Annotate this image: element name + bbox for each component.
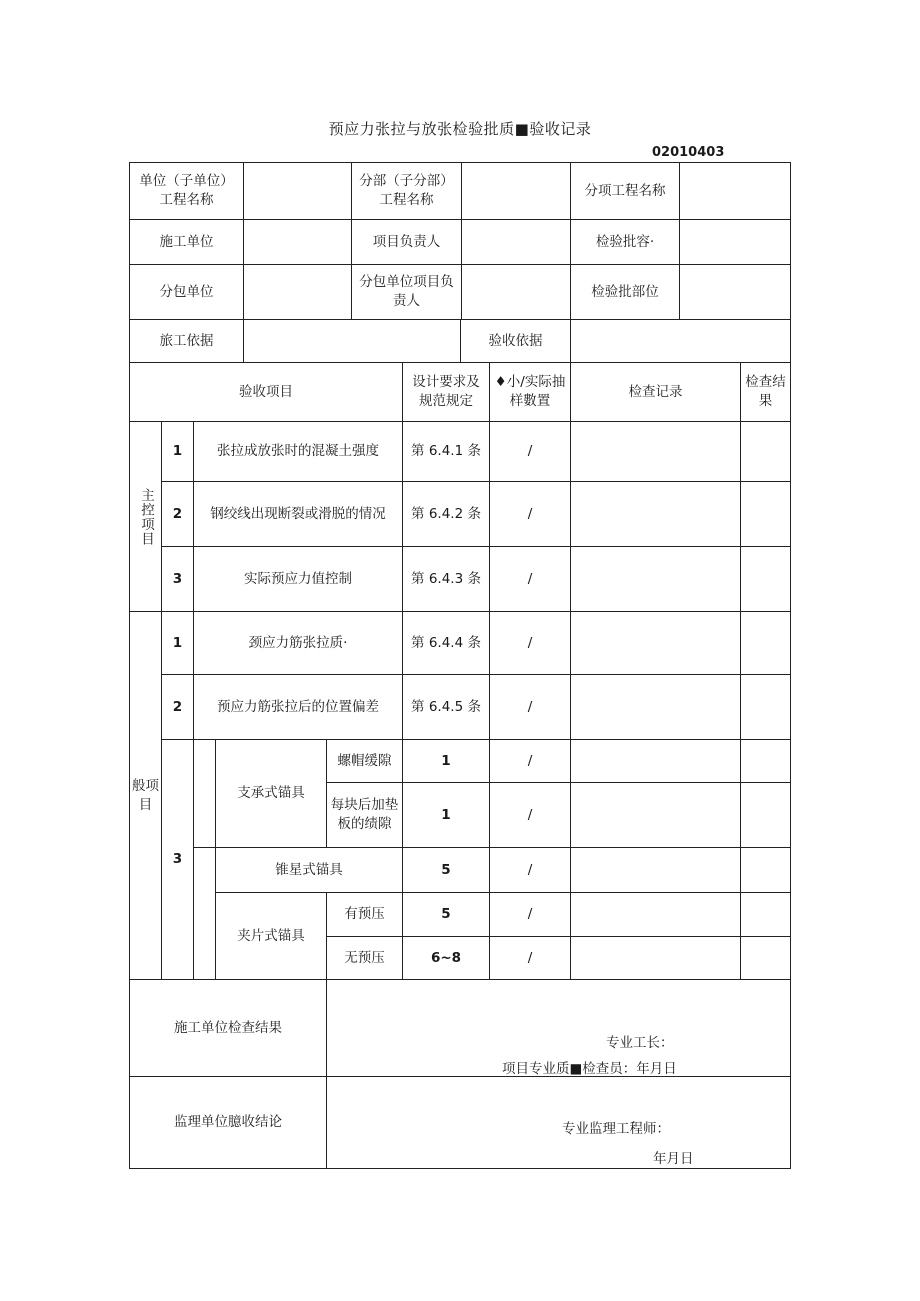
document-title: 预应力张拉与放张检验批质■验收记录 [328,120,592,138]
subcontractor-value[interactable] [243,264,352,320]
clip-sub1-spec: 5 [402,892,490,937]
contractor-value[interactable] [243,219,352,265]
batch-capacity-label: 检验批容· [570,219,680,265]
mc-row2-result[interactable] [740,481,791,547]
mc-row1-spec: 第 6.4.1 条 [402,421,490,482]
mc-row1-result[interactable] [740,421,791,482]
col-item-header: 验收项目 [129,362,403,422]
clip-sub2-label: 无预压 [326,936,403,980]
bearing-sub2-label: 每块后加垫板的绩隙 [326,782,403,848]
gen-row3-no: 3 [161,739,194,980]
main-control-label [129,421,162,612]
sub-manager-label: 分包单位项目负责人 [351,264,462,320]
construction-basis-value[interactable] [243,319,461,363]
gen-row1-spec: 第 6.4.4 条 [402,611,490,675]
mc-row3-result[interactable] [740,546,791,612]
clip-sub1-label: 有预压 [326,892,403,937]
bearing-sub1-spec: 1 [402,739,490,783]
item-project-label: 分项工程名称 [570,162,680,220]
supervisor-conclusion-box[interactable] [326,1076,791,1169]
gen-row2-no: 2 [161,674,194,740]
contractor-label: 施工单位 [129,219,244,265]
gen-row2-result[interactable] [740,674,791,740]
mc-row2-record[interactable] [570,481,741,547]
subsection-label: 分部（子分部）工程名称 [351,162,462,220]
clip-anchor-label: 夹片式锚具 [215,892,327,980]
main-control-text: 主控项目 [138,487,154,546]
gen-row3-narrow-cell-a [193,739,216,848]
clip-sub1-result[interactable] [740,892,791,937]
mc-row3-sample: / [489,546,571,612]
batch-location-value[interactable] [679,264,791,320]
bearing-sub1-result[interactable] [740,739,791,783]
mc-row3-record[interactable] [570,546,741,612]
unit-name-value[interactable] [243,162,352,220]
gen-row1-sample: / [489,611,571,675]
gen-row2-record[interactable] [570,674,741,740]
item-project-value[interactable] [679,162,791,220]
mc-row2-spec: 第 6.4.2 条 [402,481,490,547]
mc-row2-sample: / [489,481,571,547]
acceptance-basis-label: 验收依据 [460,319,571,363]
unit-name-label: 单位（子单位）工程名称 [129,162,244,220]
quality-inspector-label: 项目专业质■检查员：年月日 [502,1061,677,1077]
clip-sub2-spec: 6~8 [402,936,490,980]
cone-anchor-record[interactable] [570,847,741,893]
clip-sub2-record[interactable] [570,936,741,980]
col-record-header: 检查记录 [570,362,741,422]
gen-row1-item: 颈应力筋张拉质· [193,611,403,675]
bearing-sub2-sample: / [489,782,571,848]
acceptance-basis-value[interactable] [570,319,791,363]
cone-anchor-spec: 5 [402,847,490,893]
batch-capacity-value[interactable] [679,219,791,265]
gen-row2-item: 预应力筋张拉后的位置偏差 [193,674,403,740]
gen-row2-sample: / [489,674,571,740]
mc-row2-item: 钢绞线出现断裂或滑脱的情况 [193,481,403,547]
bearing-sub1-label: 螺帽缓隙 [326,739,403,783]
gen-row1-no: 1 [161,611,194,675]
mc-row1-record[interactable] [570,421,741,482]
mc-row3-item: 实际预应力值控制 [193,546,403,612]
mc-row1-item: 张拉成放张时的混凝土强度 [193,421,403,482]
mc-row1-no: 1 [161,421,194,482]
project-manager-label: 项目负责人 [351,219,462,265]
project-manager-value[interactable] [461,219,571,265]
gen-row1-record[interactable] [570,611,741,675]
bearing-anchor-label: 支承式锚具 [215,739,327,848]
construction-basis-label: 旅工依据 [129,319,244,363]
col-sample-header: ♦小/实际抽样數置 [489,362,571,422]
contractor-result-label: 施工单位检查结果 [129,979,327,1077]
col-result-header: 检查结果 [740,362,791,422]
supervisor-date-label: 年月日 [653,1151,694,1167]
gen-row2-spec: 第 6.4.5 条 [402,674,490,740]
foreman-signature-label: 专业工长： [606,1035,674,1051]
clip-sub2-result[interactable] [740,936,791,980]
bearing-sub2-result[interactable] [740,782,791,848]
clip-sub2-sample: / [489,936,571,980]
mc-row2-no: 2 [161,481,194,547]
gen-row1-result[interactable] [740,611,791,675]
acceptance-record-table [129,162,791,1169]
mc-row1-sample: / [489,421,571,482]
subsection-value[interactable] [461,162,571,220]
clip-sub1-sample: / [489,892,571,937]
general-label: 般项目 [129,611,162,980]
subcontractor-label: 分包单位 [129,264,244,320]
document-code: 02010403 [652,145,725,160]
bearing-sub2-spec: 1 [402,782,490,848]
clip-sub1-record[interactable] [570,892,741,937]
cone-anchor-result[interactable] [740,847,791,893]
mc-row3-spec: 第 6.4.3 条 [402,546,490,612]
supervising-engineer-label: 专业监理工程师： [562,1121,670,1137]
mc-row3-no: 3 [161,546,194,612]
col-design-header: 设计要求及规范规定 [402,362,490,422]
sub-manager-value[interactable] [461,264,571,320]
gen-row3-narrow-cell-b [193,847,216,980]
cone-anchor-sample: / [489,847,571,893]
cone-anchor-label: 锥星式锚具 [215,847,403,893]
bearing-sub1-record[interactable] [570,739,741,783]
bearing-sub1-sample: / [489,739,571,783]
bearing-sub2-record[interactable] [570,782,741,848]
batch-location-label: 检验批部位 [570,264,680,320]
supervisor-conclusion-label: 监理单位臆收结论 [129,1076,327,1169]
